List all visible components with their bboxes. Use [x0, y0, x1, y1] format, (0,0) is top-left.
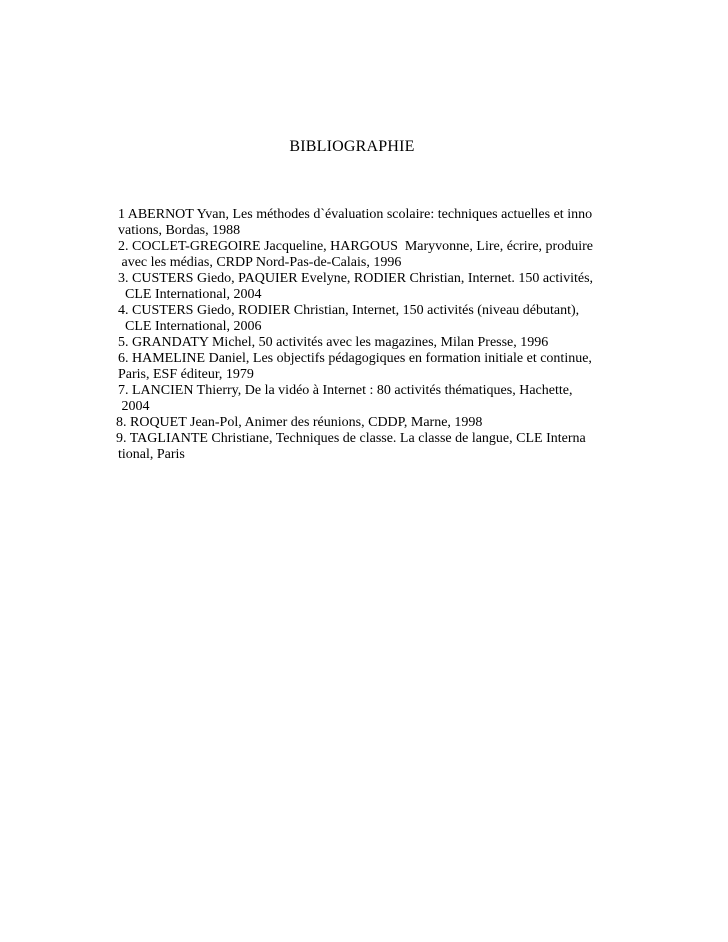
bibliography-line: tional, Paris — [118, 447, 185, 462]
bibliography-line: CLE International, 2004 — [118, 287, 262, 302]
bibliography-line: 8. ROQUET Jean-Pol, Animer des réunions, CDDP, Marne, 1998 — [116, 415, 483, 430]
page-title: BIBLIOGRAPHIE — [289, 138, 415, 155]
bibliography-line: 3. CUSTERS Giedo, PAQUIER Evelyne, RODIER Christian, Internet. 150 activités, — [118, 271, 594, 286]
bibliography-line: 2004 — [118, 399, 150, 414]
bibliography-line: avec les médias, CRDP Nord-Pas-de-Calais, 1996 — [118, 255, 402, 270]
bibliography-line: 2. COCLET-GREGOIRE Jacqueline, HARGOUS Maryvonne, Lire, écrire, produire — [118, 239, 593, 254]
bibliography-line: Paris, ESF éditeur, 1979 — [118, 367, 254, 382]
bibliography-line: 6. HAMELINE Daniel, Les objectifs pédagogiques en formation initiale et continue, — [118, 351, 592, 366]
bibliography-line: 1 ABERNOT Yvan, Les méthodes d`évaluation scolaire: techniques actuelles et inno — [118, 207, 593, 222]
bibliography-line: CLE International, 2006 — [118, 319, 262, 334]
bibliography-line: 9. TAGLIANTE Christiane, Techniques de classe. La classe de langue, CLE Interna — [116, 431, 586, 446]
bibliography-line: 4. CUSTERS Giedo, RODIER Christian, Internet, 150 activités (niveau débutant), — [118, 303, 580, 318]
bibliography-line: 5. GRANDATY Michel, 50 activités avec les magazines, Milan Presse, 1996 — [118, 335, 549, 350]
bibliography-line: vations, Bordas, 1988 — [118, 223, 241, 238]
bibliography-line: 7. LANCIEN Thierry, De la vidéo à Internet : 80 activités thématiques, Hachette, — [118, 383, 573, 398]
